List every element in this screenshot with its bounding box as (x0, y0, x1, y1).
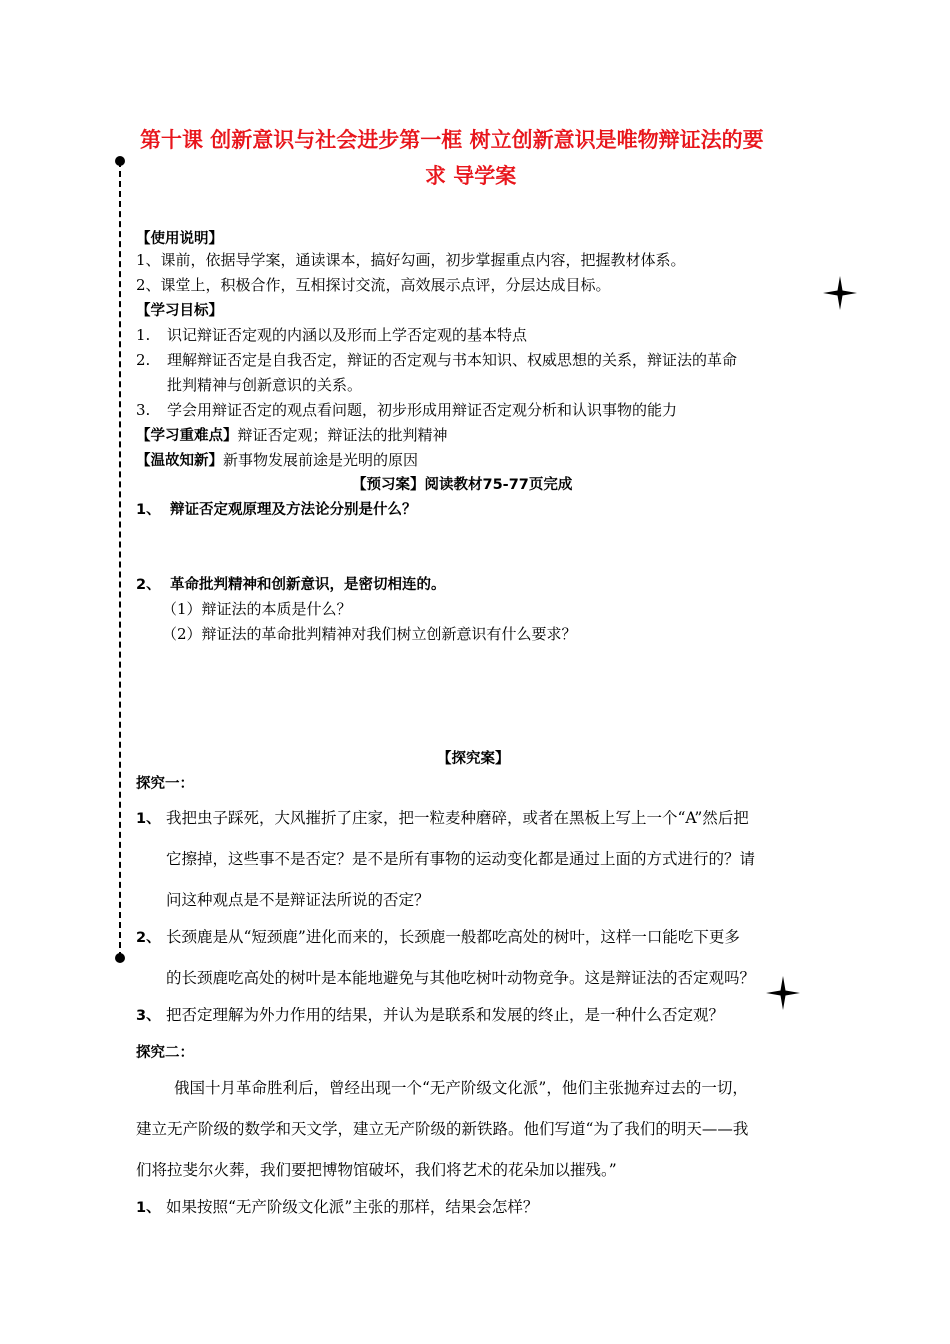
review-heading: 【温故知新】 (136, 453, 223, 469)
preview-q2-sub: （2）辩证法的革命批判精神对我们树立创新意识有什么要求？ (162, 625, 577, 643)
explore-part2-label: 探究二： (136, 1045, 194, 1061)
sparkle-star-icon (823, 276, 857, 310)
preview-heading: 【预习案】阅读教材75-77页完成 (352, 477, 573, 493)
explore1-q2-line: 长颈鹿是从“短颈鹿”进化而来的，长颈鹿一般都吃高处的树叶，这样一口能吃下更多 (166, 928, 740, 946)
preview-q1-num: 1、 (136, 502, 161, 518)
page-title-line2: 求 导学案 (425, 164, 517, 188)
goal-num: 2. (136, 351, 151, 369)
explore2-paragraph-line: 建立无产阶级的数学和天文学，建立无产阶级的新铁路。他们写道“为了我们的明天——我 (136, 1120, 749, 1138)
review (136, 448, 418, 472)
goals-heading: 【学习目标】 (136, 303, 223, 319)
usage-item: 2、课堂上，积极合作，互相探讨交流，高效展示点评，分层达成目标。 (136, 276, 611, 294)
review-text: 新事物发展前途是光明的原因 (223, 451, 419, 469)
explore1-q3-num: 3、 (136, 1008, 161, 1024)
explore1-q1-line: 我把虫子踩死，大风摧折了庄家，把一粒麦种磨碎，或者在黑板上写上一个“A”然后把 (166, 809, 749, 827)
goal-text: 理解辩证否定是自我否定，辩证的否定观与书本知识、权威思想的关系，辩证法的革命 (167, 351, 738, 369)
preview-q1-text: 辩证否定观原理及方法论分别是什么？ (170, 502, 417, 518)
goal-num: 3. (136, 401, 151, 419)
explore1-q1-num: 1、 (136, 811, 161, 827)
page-title-line1: 第十课 创新意识与社会进步第一框 树立创新意识是唯物辩证法的要 (140, 128, 764, 152)
preview-q2-text: 革命批判精神和创新意识，是密切相连的。 (170, 577, 446, 593)
explore1-q2-num: 2、 (136, 930, 161, 946)
binding-dot-bottom (115, 953, 125, 963)
explore-part1-label: 探究一： (136, 776, 194, 792)
explore2-q1-text: 如果按照“无产阶级文化派”主张的那样，结果会怎样？ (166, 1198, 539, 1216)
binding-line (119, 161, 121, 958)
explore2-q1-num: 1、 (136, 1200, 161, 1216)
preview-q2-num: 2、 (136, 577, 161, 593)
key-points-text: 辩证否定观；辩证法的批判精神 (237, 426, 448, 444)
usage-item: 1、课前，依据导学案，通读课本，搞好勾画，初步掌握重点内容，把握教材体系。 (136, 251, 686, 269)
goal-text: 识记辩证否定观的内涵以及形而上学否定观的基本特点 (167, 326, 528, 344)
goal-text: 学会用辩证否定的观点看问题，初步形成用辩证否定观分析和认识事物的能力 (167, 401, 678, 419)
explore1-q3-line: 把否定理解为外力作用的结果，并认为是联系和发展的终止，是一种什么否定观？ (166, 1006, 725, 1024)
explore-heading: 【探究案】 (437, 751, 510, 767)
explore1-q1-line: 问这种观点是不是辩证法所说的否定？ (166, 891, 430, 909)
explore2-paragraph-line: 们将拉斐尔火葬，我们要把博物馆破坏，我们将艺术的花朵加以摧残。” (136, 1161, 617, 1179)
explore2-paragraph-line: 俄国十月革命胜利后，曾经出现一个“无产阶级文化派”，他们主张抛弃过去的一切， (174, 1079, 748, 1097)
key-points (136, 423, 448, 447)
sparkle-star-icon (766, 976, 800, 1010)
usage-heading: 【使用说明】 (136, 231, 223, 247)
binding-dot-top (115, 156, 125, 166)
preview-q2-sub: （1）辩证法的本质是什么？ (162, 600, 352, 618)
key-points-heading: 【学习重难点】 (136, 428, 238, 444)
goal-text-cont: 批判精神与创新意识的关系。 (167, 376, 363, 394)
goal-num: 1. (136, 326, 151, 344)
explore1-q2-line: 的长颈鹿吃高处的树叶是本能地避免与其他吃树叶动物竞争。这是辩证法的否定观吗？ (166, 969, 756, 987)
explore1-q1-line: 它擦掉，这些事不是否定？是不是所有事物的运动变化都是通过上面的方式进行的？请 (166, 850, 756, 868)
